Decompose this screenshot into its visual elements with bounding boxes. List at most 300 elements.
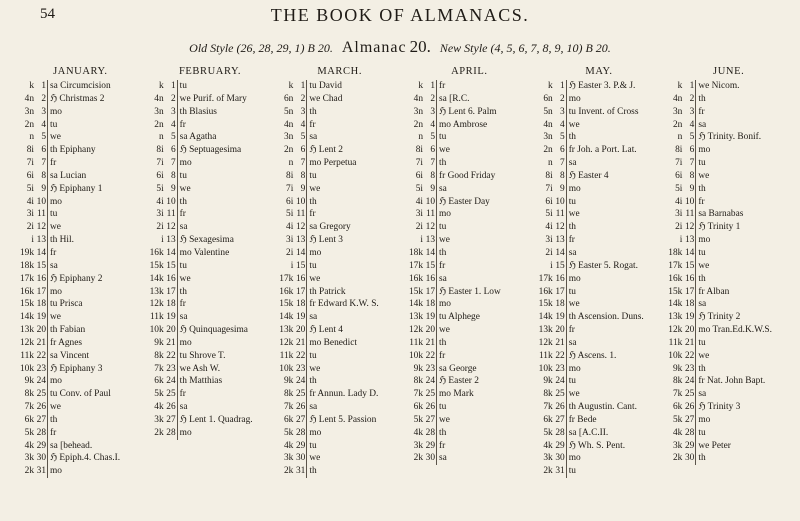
day-event: fr Annun. Lady D.	[309, 389, 379, 400]
dominical-letter: 3n	[543, 132, 553, 143]
day-number: 16	[295, 273, 306, 284]
calendar-row	[147, 221, 274, 234]
dominical-letter: 2n	[413, 119, 424, 130]
day-event: th Patrick	[309, 286, 346, 297]
day-number: 12	[295, 222, 306, 233]
dominical-letter: 13k	[279, 325, 294, 336]
calendar-row	[406, 119, 533, 132]
dominical-letter: 5n	[543, 106, 553, 117]
day-number: 3	[165, 106, 178, 119]
dominical-letter: 13k	[19, 325, 34, 336]
day-number: 27	[36, 414, 46, 425]
calendar-row	[406, 144, 533, 157]
day-event: ℌ Ascens. 1.	[568, 350, 617, 361]
calendar-row	[665, 234, 792, 247]
day-number: 12	[555, 222, 565, 233]
dominical-letter: n	[29, 132, 34, 143]
calendar-row	[17, 221, 144, 234]
dominical-letter: 8i	[26, 145, 34, 156]
day-number: 1	[683, 80, 696, 93]
dominical-letter: 4i	[286, 222, 294, 233]
day-number: 29	[425, 440, 436, 451]
day-event: sa Barnabas	[698, 209, 744, 220]
dominical-letter: 2n	[283, 145, 294, 156]
calendar-row	[147, 414, 274, 427]
day-event: th	[309, 106, 317, 117]
day-event: tu	[568, 466, 576, 477]
dominical-letter: 16k	[668, 273, 683, 284]
day-number: 27	[555, 414, 565, 425]
day-event: fr	[179, 389, 186, 400]
dominical-letter: 2i	[156, 222, 164, 233]
day-number: 22	[555, 350, 565, 361]
calendar-row	[276, 119, 403, 132]
day-number: 24	[425, 376, 436, 387]
day-event: sa	[179, 402, 188, 413]
dominical-letter: 4n	[283, 119, 294, 130]
month-title: MAY.	[585, 66, 613, 77]
day-number: 4	[424, 119, 437, 132]
dominical-letter: 10k	[19, 363, 34, 374]
calendar-row	[536, 440, 663, 453]
dominical-letter: 4i	[545, 222, 553, 233]
day-number: 19	[36, 312, 46, 323]
dominical-letter: 3k	[154, 414, 164, 425]
calendar-row	[276, 440, 403, 453]
calendar-row	[536, 414, 663, 427]
day-event: mo	[179, 427, 192, 438]
day-number: 25	[555, 389, 565, 400]
day-event: we	[568, 299, 580, 310]
dominical-letter: 6k	[283, 414, 294, 425]
day-event: sa	[568, 158, 577, 169]
day-event: tu	[698, 337, 706, 348]
calendar-row	[17, 311, 144, 324]
day-number: 2	[424, 93, 437, 106]
calendar-row	[536, 452, 663, 465]
calendar-row	[17, 452, 144, 465]
day-event: mo Perpetua	[309, 158, 357, 169]
day-number: 17	[166, 286, 176, 297]
day-event: sa	[309, 132, 318, 143]
day-event: th Ascension. Duns.	[568, 312, 644, 323]
day-event: mo	[698, 414, 711, 425]
day-event: fr	[568, 235, 575, 246]
day-number: 16	[425, 273, 436, 284]
dominical-letter: 8i	[415, 145, 424, 156]
day-number: 11	[166, 209, 176, 220]
calendar-row	[147, 337, 274, 350]
month-title: MARCH.	[317, 66, 363, 77]
day-number: 4	[554, 119, 567, 132]
day-number: 11	[296, 209, 306, 220]
dominical-letter: 8k	[672, 376, 683, 387]
day-number: 13	[555, 235, 565, 246]
calendar-row	[147, 131, 274, 144]
day-number: 26	[684, 402, 695, 413]
day-number: 13	[166, 235, 176, 246]
calendar-row	[147, 106, 274, 119]
day-event: fr	[439, 440, 446, 451]
day-number: 20	[425, 325, 436, 336]
calendar-row	[147, 311, 274, 324]
dominical-letter: 17k	[538, 273, 553, 284]
calendar-row	[17, 388, 144, 401]
day-event: th Blasius	[179, 106, 217, 117]
dominical-letter: 6k	[24, 414, 34, 425]
calendar-row	[406, 324, 533, 337]
calendar-row	[665, 247, 792, 260]
day-event: tu	[179, 81, 187, 91]
day-event: sa [R.C.	[439, 93, 470, 104]
dominical-letter: 2k	[283, 466, 294, 477]
calendar-row	[536, 273, 663, 286]
day-event: tu	[439, 222, 447, 233]
dominical-letter: 5k	[413, 414, 424, 425]
dominical-letter: 3k	[543, 453, 553, 464]
calendar-row	[276, 375, 403, 388]
month-columns	[14, 64, 792, 514]
dominical-letter: 3k	[283, 453, 294, 464]
dominical-letter: n	[548, 158, 553, 169]
dominical-letter: 7i	[545, 183, 553, 194]
dominical-letter: 4n	[672, 93, 683, 104]
day-number: 13	[295, 235, 306, 246]
calendar-row	[17, 465, 144, 478]
day-number: 6	[554, 144, 567, 157]
dominical-letter: 2k	[24, 466, 34, 477]
day-event: fr Good Friday	[439, 170, 496, 181]
calendar-row	[536, 221, 663, 234]
day-number: 8	[554, 170, 567, 183]
day-number: 1	[294, 80, 307, 93]
day-event: we	[568, 209, 580, 220]
day-number: 1	[35, 80, 48, 93]
day-event: fr	[309, 119, 316, 130]
day-number: 22	[166, 350, 176, 361]
month-title: JANUARY.	[53, 66, 108, 77]
day-event: sa	[698, 389, 707, 400]
calendar-row	[147, 427, 274, 440]
calendar-row	[276, 157, 403, 170]
dominical-letter: 4i	[26, 196, 34, 207]
calendar-row	[536, 80, 663, 93]
day-number: 3	[294, 106, 307, 119]
day-event: tu Prisca	[50, 299, 83, 310]
calendar-row	[665, 183, 792, 196]
dominical-letter: 2i	[675, 222, 683, 233]
day-event: we	[439, 325, 450, 336]
day-number: 15	[425, 260, 436, 271]
calendar-row	[276, 311, 403, 324]
day-number: 6	[165, 144, 178, 157]
day-number: 24	[166, 376, 176, 387]
day-event: fr	[439, 350, 446, 361]
day-event: we	[568, 119, 580, 130]
day-event: th	[439, 158, 447, 169]
calendar-row	[536, 208, 663, 221]
day-number: 12	[36, 222, 46, 233]
calendar-row	[17, 80, 144, 93]
day-number: 25	[166, 389, 176, 400]
day-number: 26	[425, 402, 436, 413]
calendar-row	[665, 298, 792, 311]
day-event: tu	[698, 158, 706, 169]
calendar-row	[17, 131, 144, 144]
dominical-letter: 8k	[24, 389, 34, 400]
day-event: fr	[50, 427, 57, 438]
calendar-row	[665, 350, 792, 363]
day-event: sa	[179, 222, 188, 233]
day-number: 7	[683, 157, 696, 170]
calendar-row	[665, 440, 792, 453]
day-event: ℌ Christmas 2	[50, 93, 105, 104]
calendar-row	[147, 375, 274, 388]
calendar-row	[665, 196, 792, 209]
day-number: 29	[555, 440, 565, 451]
calendar-row	[406, 208, 533, 221]
dominical-letter: 12k	[668, 325, 683, 336]
dominical-letter: 8i	[545, 170, 553, 181]
day-number: 7	[35, 157, 48, 170]
dominical-letter: 14k	[19, 312, 34, 323]
day-event: mo	[50, 106, 62, 117]
day-number: 19	[295, 312, 306, 323]
day-number: 9	[683, 183, 696, 196]
calendar-row	[665, 414, 792, 427]
dominical-letter: 8i	[286, 170, 294, 181]
dominical-letter: 4k	[543, 440, 553, 451]
calendar-row	[665, 221, 792, 234]
day-number: 24	[684, 376, 695, 387]
dominical-letter: 12k	[149, 299, 164, 310]
day-event: mo	[698, 145, 711, 156]
calendar-row	[406, 427, 533, 440]
calendar-row	[665, 375, 792, 388]
dominical-letter: 6n	[283, 93, 294, 104]
calendar-row	[147, 157, 274, 170]
dominical-letter: 3n	[24, 106, 34, 117]
calendar-row	[17, 144, 144, 157]
day-number: 14	[36, 247, 46, 258]
calendar-row	[536, 196, 663, 209]
dominical-letter: 4i	[156, 196, 164, 207]
dominical-letter: 11k	[538, 350, 553, 361]
day-number: 15	[166, 260, 176, 271]
day-number: 16	[166, 273, 176, 284]
dominical-letter: k	[29, 81, 34, 91]
calendar-row	[276, 234, 403, 247]
month-title: APRIL.	[451, 66, 488, 77]
dominical-letter: 18k	[668, 247, 683, 258]
day-event: fr	[179, 209, 186, 220]
calendar-row	[276, 298, 403, 311]
calendar-row	[147, 170, 274, 183]
dominical-letter: 14k	[538, 312, 553, 323]
dominical-letter: 9k	[543, 376, 553, 387]
dominical-letter: 4n	[543, 119, 553, 130]
day-event: fr Joh. a Port. Lat.	[568, 145, 637, 156]
dominical-letter: 8k	[543, 389, 553, 400]
calendar-row	[406, 375, 533, 388]
day-event: mo	[439, 209, 451, 220]
day-number: 17	[295, 286, 306, 297]
day-event: ℌ Trinity 1	[698, 222, 741, 233]
day-event: we	[179, 273, 191, 284]
dominical-letter: 19k	[19, 247, 34, 258]
day-number: 30	[555, 453, 565, 464]
day-event: mo	[50, 376, 62, 387]
day-number: 12	[425, 222, 436, 233]
dominical-letter: 3i	[156, 209, 164, 220]
day-event: fr Edward K.W. S.	[309, 299, 379, 310]
calendar-row	[147, 196, 274, 209]
day-event: mo Mark	[439, 389, 474, 400]
day-event: we	[698, 260, 710, 271]
calendar-row	[147, 80, 274, 93]
day-number: 20	[166, 325, 176, 336]
calendar-row	[147, 208, 274, 221]
day-event: sa Agatha	[179, 132, 217, 143]
dominical-letter: 2i	[286, 247, 294, 258]
dominical-letter: 12k	[538, 337, 553, 348]
dominical-letter: 6i	[26, 170, 34, 181]
day-number: 2	[35, 93, 48, 106]
calendar-row	[276, 388, 403, 401]
almanac-subtitle	[0, 37, 800, 57]
calendar-row	[276, 363, 403, 376]
calendar-row	[276, 414, 403, 427]
dominical-letter: 4k	[24, 440, 34, 451]
day-number: 16	[555, 273, 565, 284]
day-event: we	[309, 363, 321, 374]
dominical-letter: n	[288, 158, 294, 169]
day-number: 21	[684, 337, 695, 348]
day-number: 7	[554, 157, 567, 170]
calendar-row	[17, 273, 144, 286]
dominical-letter: 6i	[156, 170, 164, 181]
dominical-letter: k	[677, 81, 683, 91]
day-event: th Fabian	[50, 325, 86, 336]
calendar-row	[276, 427, 403, 440]
calendar-row	[406, 452, 533, 465]
dominical-letter: 7k	[413, 389, 424, 400]
day-number: 17	[555, 286, 565, 297]
day-event: we	[50, 402, 61, 413]
dominical-letter: 4k	[154, 402, 164, 413]
calendar-row	[147, 93, 274, 106]
day-number: 3	[35, 106, 48, 119]
calendar-row	[665, 170, 792, 183]
day-number: 11	[36, 209, 46, 220]
calendar-row	[406, 183, 533, 196]
day-number: 2	[165, 93, 178, 106]
day-event: we	[439, 235, 450, 246]
day-number: 7	[165, 157, 178, 170]
day-number: 13	[425, 235, 436, 246]
dominical-letter: 18k	[408, 247, 424, 258]
day-number: 27	[684, 414, 695, 425]
calendar-row	[665, 311, 792, 324]
dominical-letter: 3i	[675, 209, 683, 220]
day-event: ℌ Easter 2	[439, 376, 479, 387]
calendar-row	[406, 298, 533, 311]
dominical-letter: 5n	[283, 106, 294, 117]
calendar-row	[665, 363, 792, 376]
day-event: th Epiphany	[50, 145, 96, 156]
dominical-letter: 8k	[413, 376, 424, 387]
calendar-row	[276, 401, 403, 414]
dominical-letter: 3n	[672, 106, 683, 117]
day-number: 14	[425, 247, 436, 258]
dominical-letter: 16k	[538, 286, 553, 297]
dominical-letter: 10k	[408, 350, 424, 361]
dominical-letter: 5i	[156, 183, 164, 194]
calendar-row	[406, 388, 533, 401]
day-event: mo	[50, 196, 62, 207]
dominical-letter: 12k	[19, 337, 34, 348]
day-event: mo Benedict	[309, 337, 357, 348]
calendar-row	[406, 234, 533, 247]
day-event: we	[439, 145, 450, 156]
month-column-april	[403, 64, 533, 514]
day-event: we Purif. of Mary	[179, 93, 247, 104]
calendar-row	[536, 324, 663, 337]
dominical-letter: 9k	[672, 363, 683, 374]
day-number: 31	[295, 466, 306, 477]
calendar-row	[536, 106, 663, 119]
calendar-row	[665, 337, 792, 350]
calendar-row	[665, 388, 792, 401]
day-event: ℌ Lent 3	[309, 235, 343, 246]
dominical-letter: 6k	[672, 402, 683, 413]
day-number: 30	[36, 453, 46, 464]
day-event: sa	[439, 453, 447, 464]
dominical-letter: 2i	[26, 222, 34, 233]
day-event: fr	[698, 196, 705, 207]
day-number: 18	[166, 299, 176, 310]
day-event: sa	[439, 273, 447, 284]
day-event: we	[50, 312, 61, 323]
day-number: 25	[425, 389, 436, 400]
day-number: 22	[425, 350, 436, 361]
month-title: FEBRUARY.	[178, 66, 242, 77]
calendar-row	[665, 144, 792, 157]
calendar-row	[17, 196, 144, 209]
day-number: 3	[554, 106, 567, 119]
day-event: we	[698, 350, 710, 361]
day-event: tu	[309, 440, 317, 451]
dominical-letter: 11k	[279, 350, 294, 361]
day-number: 7	[294, 157, 307, 170]
day-number: 27	[425, 414, 436, 425]
calendar-row	[406, 273, 533, 286]
day-event: mo Tran.Ed.K.W.S.	[698, 325, 772, 336]
calendar-row	[17, 427, 144, 440]
day-event: mo	[50, 466, 62, 477]
dominical-letter: k	[288, 81, 294, 91]
calendar-row	[17, 414, 144, 427]
calendar-row	[406, 260, 533, 273]
day-event: ℌ Sexagesima	[179, 235, 234, 246]
calendar-row	[17, 170, 144, 183]
day-event: sa Circumcision	[50, 81, 111, 91]
day-event: ℌ Epiphany 3	[50, 363, 103, 374]
day-number: 5	[294, 131, 307, 144]
day-event: mo	[50, 286, 62, 297]
dominical-letter: 11k	[149, 312, 164, 323]
day-number: 16	[684, 273, 695, 284]
